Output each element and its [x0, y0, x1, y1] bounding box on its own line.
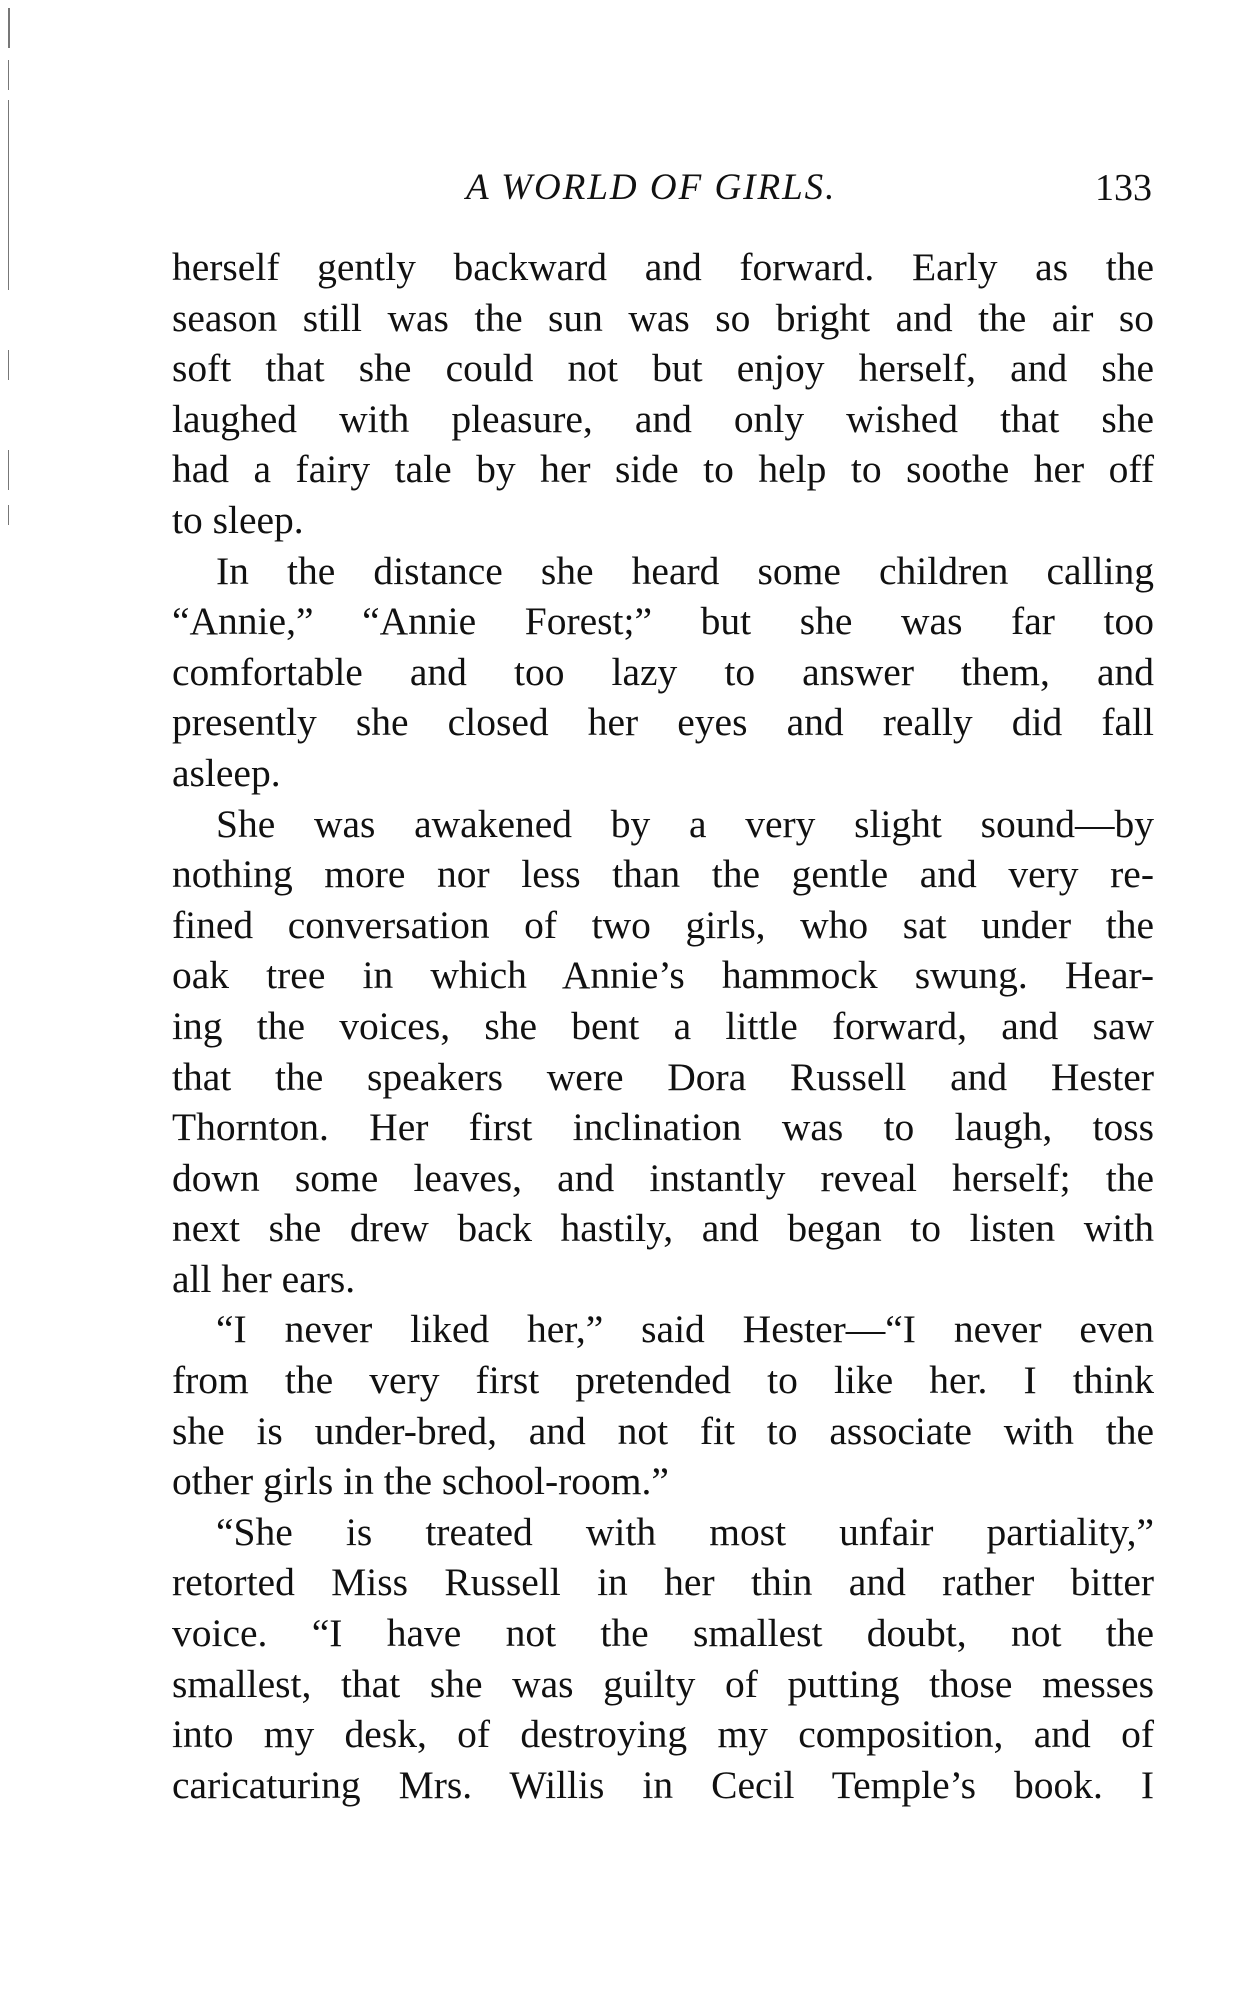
text-line: to sleep.	[172, 497, 304, 542]
running-title: A WORLD OF GIRLS.	[466, 167, 837, 208]
text-line: she is under-bred, and not fit to associate with the	[172, 1408, 1154, 1453]
binding-edge-mark	[8, 60, 9, 90]
text-line: other girls in the school-room.”	[172, 1459, 669, 1504]
text-line: from the very first pretended to like her. I think	[172, 1358, 1154, 1403]
page-header	[170, 166, 1152, 216]
text-line: all her ears.	[172, 1256, 356, 1301]
text-line: smallest, that she was guilty of putting those messes	[172, 1661, 1154, 1706]
text-line: presently she closed her eyes and really did fall	[172, 700, 1154, 745]
text-line: oak tree in which Annie’s hammock swung. Hear-	[172, 953, 1154, 998]
paragraph	[172, 242, 1154, 546]
binding-edge-mark	[8, 100, 9, 290]
text-line: retorted Miss Russell in her thin and rather bitter	[172, 1560, 1154, 1605]
text-line: fined conversation of two girls, who sat under the	[172, 902, 1154, 947]
text-line: comfortable and too lazy to answer them, and	[172, 649, 1154, 694]
text-line: caricaturing Mrs. Willis in Cecil Temple’s book. I	[172, 1762, 1154, 1807]
text-line: In the distance she heard some children calling	[216, 548, 1154, 593]
text-line: next she drew back hastily, and began to listen with	[172, 1206, 1154, 1251]
text-line: season still was the sun was so bright and the air so	[172, 295, 1154, 340]
text-line: herself gently backward and forward. Early as the	[172, 245, 1154, 289]
text-line: She was awakened by a very slight sound—by	[216, 801, 1154, 846]
page-number: 133	[1095, 167, 1152, 209]
binding-edge-mark	[8, 8, 10, 48]
paragraph	[172, 799, 1154, 1305]
text-line: had a fairy tale by her side to help to soothe her off	[172, 447, 1154, 492]
binding-edge-mark	[8, 350, 9, 380]
text-line: “I never liked her,” said Hester—“I never even	[216, 1307, 1154, 1352]
text-line: laughed with pleasure, and only wished that she	[172, 396, 1154, 441]
binding-edge-mark	[8, 450, 9, 490]
paragraph	[172, 546, 1154, 799]
text-line: into my desk, of destroying my composition, and of	[172, 1712, 1154, 1757]
text-line: voice. “I have not the smallest doubt, not the	[172, 1611, 1154, 1656]
paragraph	[172, 1304, 1154, 1506]
text-line: asleep.	[172, 750, 281, 795]
text-line: Thornton. Her first inclination was to laugh, toss	[172, 1105, 1154, 1150]
text-line: “She is treated with most unfair partiality,”	[216, 1509, 1154, 1554]
text-line: that the speakers were Dora Russell and Hester	[172, 1054, 1154, 1099]
text-line: down some leaves, and instantly reveal herself; the	[172, 1155, 1154, 1200]
text-line: ing the voices, she bent a little forward, and saw	[172, 1003, 1154, 1048]
paragraph	[172, 1507, 1154, 1811]
text-line: “Annie,” “Annie Forest;” but she was far too	[172, 599, 1154, 644]
body-text	[172, 242, 1154, 1810]
text-line: soft that she could not but enjoy herself, and she	[172, 346, 1154, 391]
binding-edge-mark	[8, 505, 9, 525]
text-line: nothing more nor less than the gentle and very re-	[172, 852, 1154, 897]
